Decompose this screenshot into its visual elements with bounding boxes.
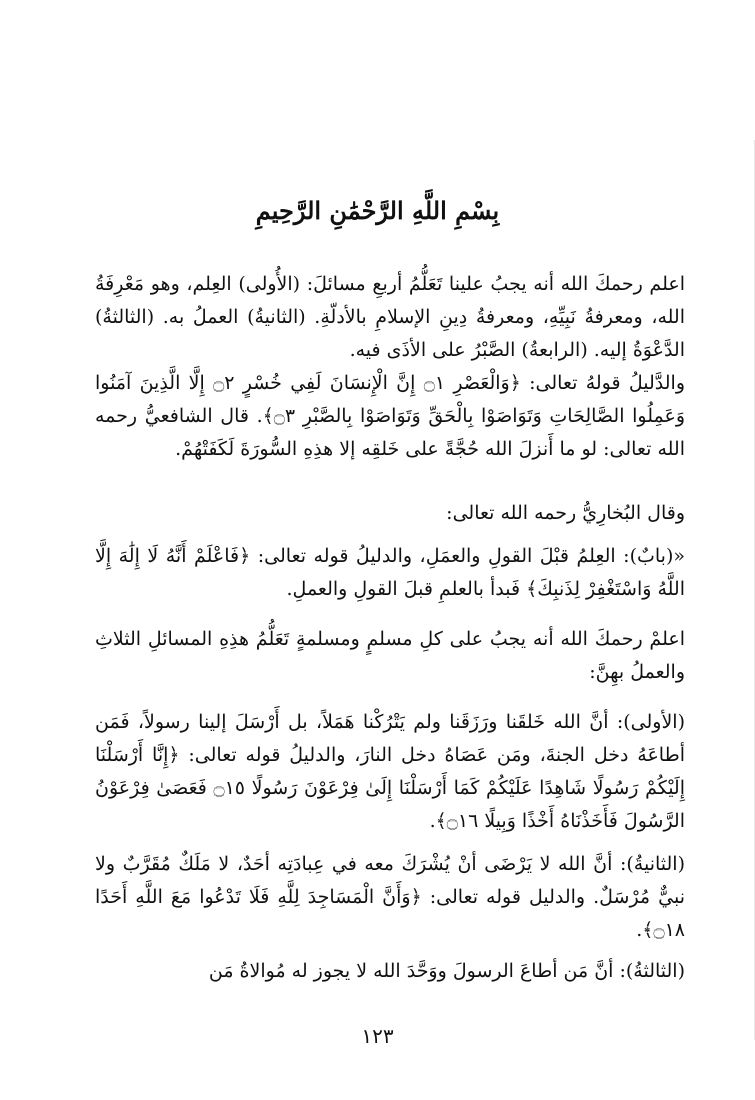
paragraph-three-issues-intro: اعلمْ رحمكَ الله أنه يجبُ على كلِ مسلمٍ ومسلمةٍ تَعَلُّمُ هذِهِ المسائلِ الثلاثِ والعملُ بهِنَّ: [95,628,685,683]
paragraph-second-issue: (الثانيةُ): أنَّ الله لا يَرْضَى أنْ يُشْرَكَ معه في عِبادَتِه أحَدٌ، لا مَلَكٌ مُقَرَّبٌ ولا نبيٌّ مُرْسَلٌ. والدليل قوله تعالى: ﴿وَأَنَّ الْمَسَاجِدَ لِلَّهِ فَلَا تَدْعُوا مَعَ اللَّهِ أَحَدًا ۝١٨﴾. [95,853,685,941]
basmala-heading: بِسْمِ اللَّهِ الرَّحْمَٰنِ الرَّحِيمِ [255,196,500,225]
paragraph-bukhari-quote: «(بابٌ): العِلمُ قبْلَ القولِ والعمَلِ، والدليلُ قوله تعالى: ﴿فَاعْلَمْ أَنَّهُ لَا إِلَٰهَ إِلَّا اللَّهُ وَاسْتَغْفِرْ لِذَنبِكَ﴾ فَبدأ بالعلمِ قبلَ القولِ والعملِ. [95,545,685,600]
paragraph-four-issues: اعلم رحمكَ الله أنه يجبُ علينا تَعَلُّمُ أربعِ مسائلَ: (الأُولى) العِلم، وهو مَعْرِفَةُ الله، ومعرفةُ نَبِيِّهِ، ومعرفةُ دِينِ الإسلامِ بالأدلّةِ. (الثانيةُ) العملُ به. (الثالثةُ) الدَّعْوَةُ إليه. (الرابعةُ) الصَّبْرُ على الأذَى فيه. [95,273,685,361]
paragraph-first-issue: (الأولى): أنَّ الله خَلقَنا ورَزَقَنا ولم يَتْرُكْنا هَمَلاً، بل أَرْسَلَ إلينا رسولاً، فَمَن أطاعَهُ دخل الجنةَ، ومَن عَصَاهُ دخل النارَ، والدليلُ قوله تعالى: ﴿إِنَّا أَرْسَلْنَا إِلَيْكُمْ رَسُولًا شَاهِدًا عَلَيْكُمْ كَمَا أَرْسَلْنَا إِلَىٰ فِرْعَوْنَ رَسُولًا ۝١٥ فَعَصَىٰ فِرْعَوْنُ الرَّسُولَ فَأَخَذْنَاهُ أَخْذًا وَبِيلًا ۝١٦﴾. [95,711,686,832]
paragraph-surah-asr-evidence: والدَّليلُ قولهُ تعالى: ﴿وَالْعَصْرِ ۝١ إِنَّ الْإِنسَانَ لَفِي خُسْرٍ ۝٢ إِلَّا الَّذِينَ آمَنُوا وَعَمِلُوا الصَّالِحَاتِ وَتَوَاصَوْا بِالْحَقِّ وَتَوَاصَوْا بِالصَّبْرِ ۝٣﴾. قال الشافعيُّ رحمه الله تعالى: لو ما أَنزلَ الله حُجَّةً على خَلقِه إلا هذِهِ السُّورَةَ لَكَفَتْهُمْ. [95,372,686,460]
paragraph-bukhari-intro: وقال البُخارِيُّ رحمه الله تعالى: [446,502,685,524]
paragraph-third-issue: (الثالثةُ): أنَّ مَن أطاعَ الرسولَ ووَحَّدَ الله لا يجوز له مُوالاةُ مَن [208,960,685,982]
page-number: ١٢٣ [361,1024,394,1048]
